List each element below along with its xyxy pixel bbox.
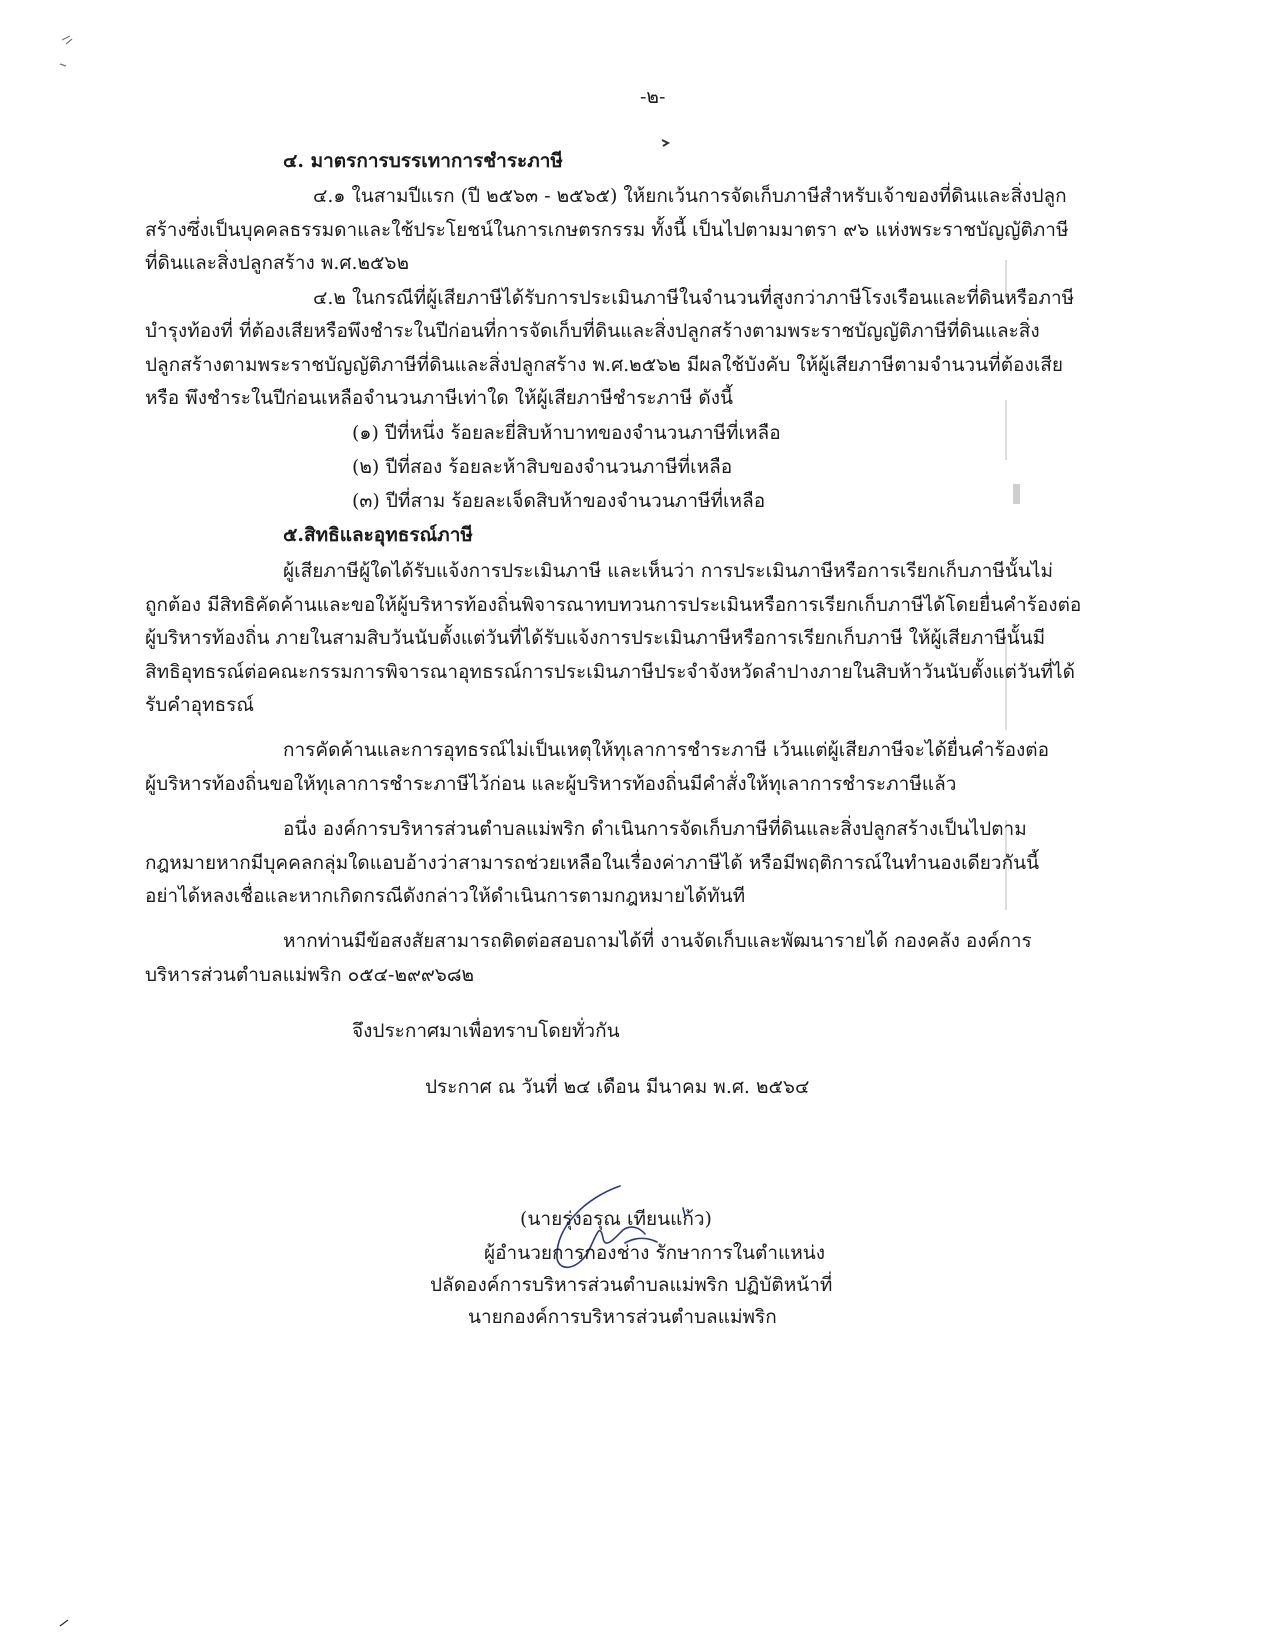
signatory-position-line: ปลัดองค์การบริหารส่วนตำบลแม่พริก ปฏิบัติหน้าที่ xyxy=(430,1274,833,1296)
scan-speck-mark xyxy=(58,30,88,70)
section5-para3-line: กฎหมายหากมีบุคคลกลุ่มใดแอบอ้างว่าสามารถช่วยเหลือในเรื่องค่าภาษีได้ หรือมีพฤติการณ์ในทำนองเดียวกันนี้ xyxy=(145,852,1040,874)
section4-heading: ๔. มาตรการบรรเทาการชำระภาษี xyxy=(283,150,563,172)
page-number: -๒- xyxy=(640,86,666,108)
section5-para3-line: อย่าได้หลงเชื่อและหากเกิดกรณีดังกล่าวให้ดำเนินการตามกฎหมายได้ทันที xyxy=(145,885,746,907)
section4-item1-line: ๔.๑ ในสามปีแรก (ปี ๒๕๖๓ - ๒๕๖๕) ให้ยกเว้นการจัดเก็บภาษีสำหรับเจ้าของที่ดินและสิ่งปลูก xyxy=(313,185,1067,207)
section5-para2-line: การคัดค้านและการอุทธรณ์ไม่เป็นเหตุให้ทุเลาการชำระภาษี เว้นแต่ผู้เสียภาษีจะได้ยื่นคำร้องต่อ xyxy=(283,739,1050,761)
scan-speck-mark xyxy=(58,1618,72,1628)
section5-heading: ๕.สิทธิและอุทธรณ์ภาษี xyxy=(283,524,473,546)
section4-subitem: (๓) ปีที่สาม ร้อยละเจ็ดสิบห้าของจำนวนภาษีที่เหลือ xyxy=(352,490,766,512)
section4-item1-line: สร้างซึ่งเป็นบุคคลธรรมดาและใช้ประโยชน์ในการเกษตรกรรม ทั้งนี้ เป็นไปตามมาตรา ๙๖ แห่งพระราชบัญญัติภาษี xyxy=(145,219,1069,241)
signatory-name: (นายรุ่งอรุณ เทียนแก้ว) xyxy=(520,1208,712,1230)
section5-para1-line: ถูกต้อง มีสิทธิคัดค้านและขอให้ผู้บริหารท้องถิ่นพิจารณาทบทวนการประเมินหรือการเรียกเก็บภาษีได้โดยยื่นคำร้องต่อ xyxy=(145,594,1082,616)
section4-item1-line: ที่ดินและสิ่งปลูกสร้าง พ.ศ.๒๕๖๒ xyxy=(145,252,409,274)
section5-para1-line: ผู้เสียภาษีผู้ใดได้รับแจ้งการประเมินภาษี และเห็นว่า การประเมินภาษีหรือการเรียกเก็บภาษีนั้นไม่ xyxy=(283,560,1053,582)
section4-item2-line: ปลูกสร้างตามพระราชบัญญัติภาษีที่ดินและสิ่งปลูกสร้าง พ.ศ.๒๕๖๒ มีผลใช้บังคับ ให้ผู้เสียภาษีตามจำนวนที่ต้องเสีย xyxy=(145,354,1063,376)
section5-para4-line: หากท่านมีข้อสงสัยสามารถติดต่อสอบถามได้ที่ งานจัดเก็บและพัฒนารายได้ กองคลัง องค์การ xyxy=(283,930,1032,952)
section4-item2-line: ๔.๒ ในกรณีที่ผู้เสียภาษีได้รับการประเมินภาษีในจำนวนที่สูงกว่าภาษีโรงเรือนและที่ดินหรือภาษี xyxy=(313,287,1075,309)
section5-para1-line: ผู้บริหารท้องถิ่น ภายในสามสิบวันนับตั้งแต่วันที่ได้รับแจ้งการประเมินภาษีหรือการเรียกเก็บภาษี ให้ผู้เสียภาษีนั้นมี xyxy=(145,627,1046,649)
section5-para2-line: ผู้บริหารท้องถิ่นขอให้ทุเลาการชำระภาษีไว้ก่อน และผู้บริหารท้องถิ่นมีคำสั่งให้ทุเลาการชำระภาษีแล้ว xyxy=(145,773,957,795)
closing-date: ประกาศ ณ วันที่ ๒๔ เดือน มีนาคม พ.ศ. ๒๕๖๔ xyxy=(425,1076,810,1098)
section4-subitem: (๒) ปีที่สอง ร้อยละห้าสิบของจำนวนภาษีที่เหลือ xyxy=(352,456,733,478)
signatory-position-line: นายกองค์การบริหารส่วนตำบลแม่พริก xyxy=(468,1306,777,1328)
section5-para3-line: อนึ่ง องค์การบริหารส่วนตำบลแม่พริก ดำเนินการจัดเก็บภาษีที่ดินและสิ่งปลูกสร้างเป็นไปตาม xyxy=(283,818,1027,840)
section4-item2-line: หรือ พึงชำระในปีก่อนเหลือจำนวนภาษีเท่าใด ให้ผู้เสียภาษีชำระภาษี ดังนี้ xyxy=(145,387,733,409)
section5-para1-line: รับคำอุทธรณ์ xyxy=(145,694,255,716)
closing-announce: จึงประกาศมาเพื่อทราบโดยทั่วกัน xyxy=(352,1020,620,1042)
section5-para4-line: บริหารส่วนตำบลแม่พริก ๐๕๔-๒๙๙๖๘๒ xyxy=(145,964,475,986)
signatory-position-line: ผู้อำนวยการกองช่าง รักษาการในตำแหน่ง xyxy=(484,1242,826,1264)
scan-speck-mark xyxy=(1010,480,1024,510)
section5-para1-line: สิทธิอุทธรณ์ต่อคณะกรรมการพิจารณาอุทธรณ์การประเมินภาษีประจำจังหวัดลำปางภายในสิบห้าวันนับตั้งแต่วันที่ได้ xyxy=(145,661,1075,683)
scan-speck-mark xyxy=(660,138,672,148)
section4-item2-line: บำรุงท้องที่ ที่ต้องเสียหรือพึงชำระในปีก่อนที่การจัดเก็บที่ดินและสิ่งปลูกสร้างตามพระราชบัญญัติภาษีที่ดินและสิ่ง xyxy=(145,320,1040,342)
section4-subitem: (๑) ปีที่หนึ่ง ร้อยละยี่สิบห้าบาทของจำนวนภาษีที่เหลือ xyxy=(352,422,781,444)
